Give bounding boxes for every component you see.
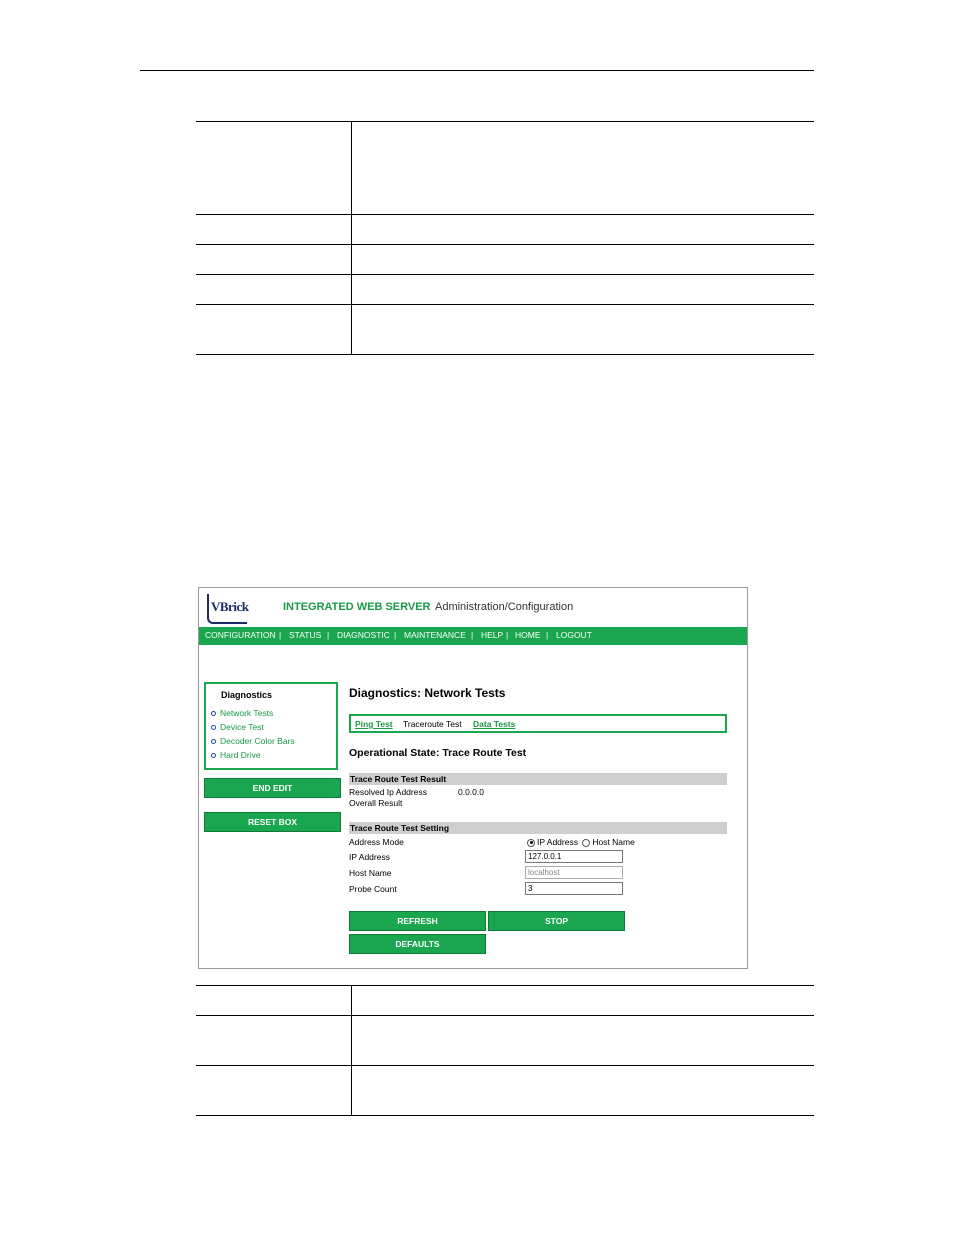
brand-subtitle: Administration/Configuration	[435, 601, 574, 613]
table-row	[196, 305, 814, 355]
sidebar-title: Diagnostics	[221, 690, 273, 700]
table-row	[196, 122, 814, 215]
sidebar-item-hard-drive[interactable]: Hard Drive	[211, 750, 261, 760]
radio-host-name[interactable]	[582, 839, 590, 847]
end-edit-button[interactable]: END EDIT	[204, 778, 341, 798]
reset-box-button[interactable]: RESET BOX	[204, 812, 341, 832]
nav-configuration[interactable]: CONFIGURATION	[205, 630, 276, 640]
top-nav-bar	[199, 627, 747, 645]
defaults-button[interactable]: DEFAULTS	[349, 934, 486, 954]
stop-button[interactable]: STOP	[488, 911, 625, 931]
resolved-ip-label: Resolved Ip Address	[349, 787, 427, 797]
vbrick-logo: VBrick	[207, 594, 247, 622]
bullet-icon	[211, 739, 216, 744]
ip-address-label: IP Address	[349, 852, 390, 862]
web-ui-screenshot	[198, 587, 748, 969]
nav-diagnostic[interactable]: DIAGNOSTIC	[337, 630, 390, 640]
brand-title: INTEGRATED WEB SERVER	[283, 601, 431, 613]
nav-logout[interactable]: LOGOUT	[556, 630, 592, 640]
host-name-input[interactable]: localhost	[525, 866, 623, 879]
table-row	[196, 215, 814, 245]
result-section-header: Trace Route Test Result	[349, 773, 727, 785]
nav-separator: |	[471, 630, 474, 640]
refresh-button[interactable]: REFRESH	[349, 911, 486, 931]
nav-status[interactable]: STATUS	[289, 630, 322, 640]
setting-section-header: Trace Route Test Setting	[349, 822, 727, 834]
diagnostics-sidebar	[204, 682, 338, 770]
nav-home[interactable]: HOME	[515, 630, 541, 640]
operational-state: Operational State: Trace Route Test	[349, 747, 527, 759]
radio-ip-address[interactable]	[527, 839, 535, 847]
overall-result-label: Overall Result	[349, 798, 403, 808]
address-mode-radios: IP Address Host Name	[527, 837, 635, 847]
sidebar-item-decoder-color-bars[interactable]: Decoder Color Bars	[211, 736, 295, 746]
sidebar-item-device-test[interactable]: Device Test	[211, 722, 264, 732]
address-mode-label: Address Mode	[349, 837, 404, 847]
nav-separator: |	[279, 630, 282, 640]
ping-test-link[interactable]: Ping Test	[355, 719, 393, 729]
table-row	[196, 275, 814, 305]
table-row	[196, 1066, 814, 1116]
doc-table-top	[196, 121, 814, 355]
page-title: Diagnostics: Network Tests	[349, 686, 506, 700]
nav-maintenance[interactable]: MAINTENANCE	[404, 630, 466, 640]
probe-count-input[interactable]: 3	[525, 882, 623, 895]
table-row	[196, 986, 814, 1016]
table-row	[196, 245, 814, 275]
bullet-icon	[211, 711, 216, 716]
nav-help[interactable]: HELP	[481, 630, 504, 640]
data-tests-link[interactable]: Data Tests	[473, 719, 516, 729]
nav-separator: |	[394, 630, 397, 640]
test-type-subnav	[349, 714, 727, 733]
ip-address-input[interactable]: 127.0.0.1	[525, 850, 623, 863]
traceroute-test-label: Traceroute Test	[403, 719, 462, 729]
sidebar-item-network-tests[interactable]: Network Tests	[211, 708, 273, 718]
nav-separator: |	[327, 630, 330, 640]
nav-separator: |	[546, 630, 549, 640]
bullet-icon	[211, 753, 216, 758]
resolved-ip-value: 0.0.0.0	[458, 787, 484, 797]
page-header-rule	[140, 70, 814, 71]
bullet-icon	[211, 725, 216, 730]
host-name-label: Host Name	[349, 868, 392, 878]
doc-table-bottom	[196, 985, 814, 1116]
probe-count-label: Probe Count	[349, 884, 397, 894]
nav-separator: |	[506, 630, 509, 640]
table-row	[196, 1016, 814, 1066]
